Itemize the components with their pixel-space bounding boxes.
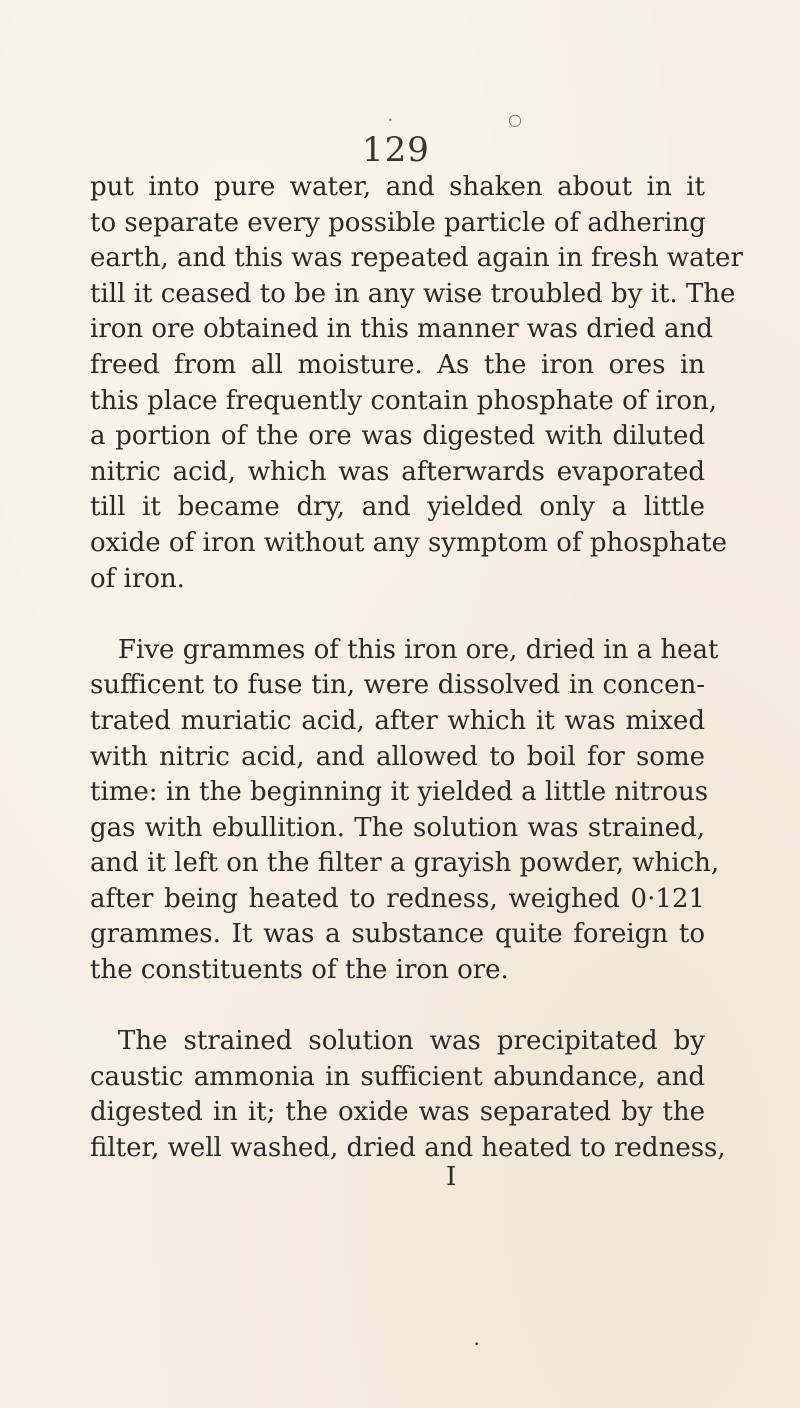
text-line: the constituents of the iron ore. bbox=[90, 955, 509, 986]
text-line: iron ore obtained in this manner was dried and bbox=[90, 314, 713, 345]
paragraph-2 bbox=[90, 633, 720, 989]
text-line: filter, well washed, dried and heated to redness, bbox=[90, 1133, 726, 1164]
text-line: after being heated to redness, weighed 0·121 bbox=[90, 883, 705, 914]
text-line: and it left on the filter a grayish powder, which, bbox=[90, 848, 720, 879]
text-line: nitric acid, which was afterwards evaporated bbox=[90, 456, 705, 487]
text-line: earth, and this was repeated again in fresh water bbox=[90, 243, 743, 274]
text-line: digested in it; the oxide was separated by the bbox=[90, 1097, 705, 1128]
text-line: put into pure water, and shaken about in it bbox=[90, 172, 705, 202]
text-line: with nitric acid, and allowed to boil for some bbox=[90, 741, 705, 772]
text-line: till it became dry, and yielded only a little bbox=[90, 492, 705, 523]
stray-dot-top: • bbox=[388, 116, 393, 125]
paragraph-3 bbox=[90, 1024, 726, 1166]
paragraph-1 bbox=[90, 170, 743, 597]
stray-mark-top: ○ bbox=[508, 110, 522, 129]
text-line: a portion of the ore was digested with diluted bbox=[90, 421, 705, 452]
paragraph-gap bbox=[90, 989, 705, 1025]
text-line: freed from all moisture. As the iron ores in bbox=[90, 349, 705, 380]
body-text bbox=[90, 170, 743, 1167]
text-line: time: in the beginning it yielded a little nitrous bbox=[90, 777, 709, 808]
text-line: trated muriatic acid, after which it was mixed bbox=[90, 705, 705, 736]
text-line: caustic ammonia in sufficient abundance, and bbox=[90, 1061, 705, 1092]
text-line: of iron. bbox=[90, 563, 185, 594]
page-number: 129 bbox=[362, 130, 430, 170]
text-line: till it ceased to be in any wise troubled by it. The bbox=[90, 278, 736, 309]
text-line: sufficent to fuse tin, were dissolved in concen- bbox=[90, 670, 705, 701]
text-line: The strained solution was precipitated by bbox=[118, 1026, 705, 1057]
text-line: gas with ebullition. The solution was strained, bbox=[90, 812, 705, 843]
paragraph-gap bbox=[90, 597, 705, 633]
text-line: this place frequently contain phosphate of iron, bbox=[90, 385, 718, 416]
text-line: grammes. It was a substance quite foreign to bbox=[90, 919, 705, 950]
text-line: Five grammes of this iron ore, dried in a heat bbox=[118, 634, 719, 665]
text-line: oxide of iron without any symptom of phosphate bbox=[90, 527, 727, 558]
catchword: I bbox=[446, 1162, 457, 1192]
text-line: to separate every possible particle of adhering bbox=[90, 207, 706, 238]
stray-dot-bottom: • bbox=[474, 1340, 480, 1350]
